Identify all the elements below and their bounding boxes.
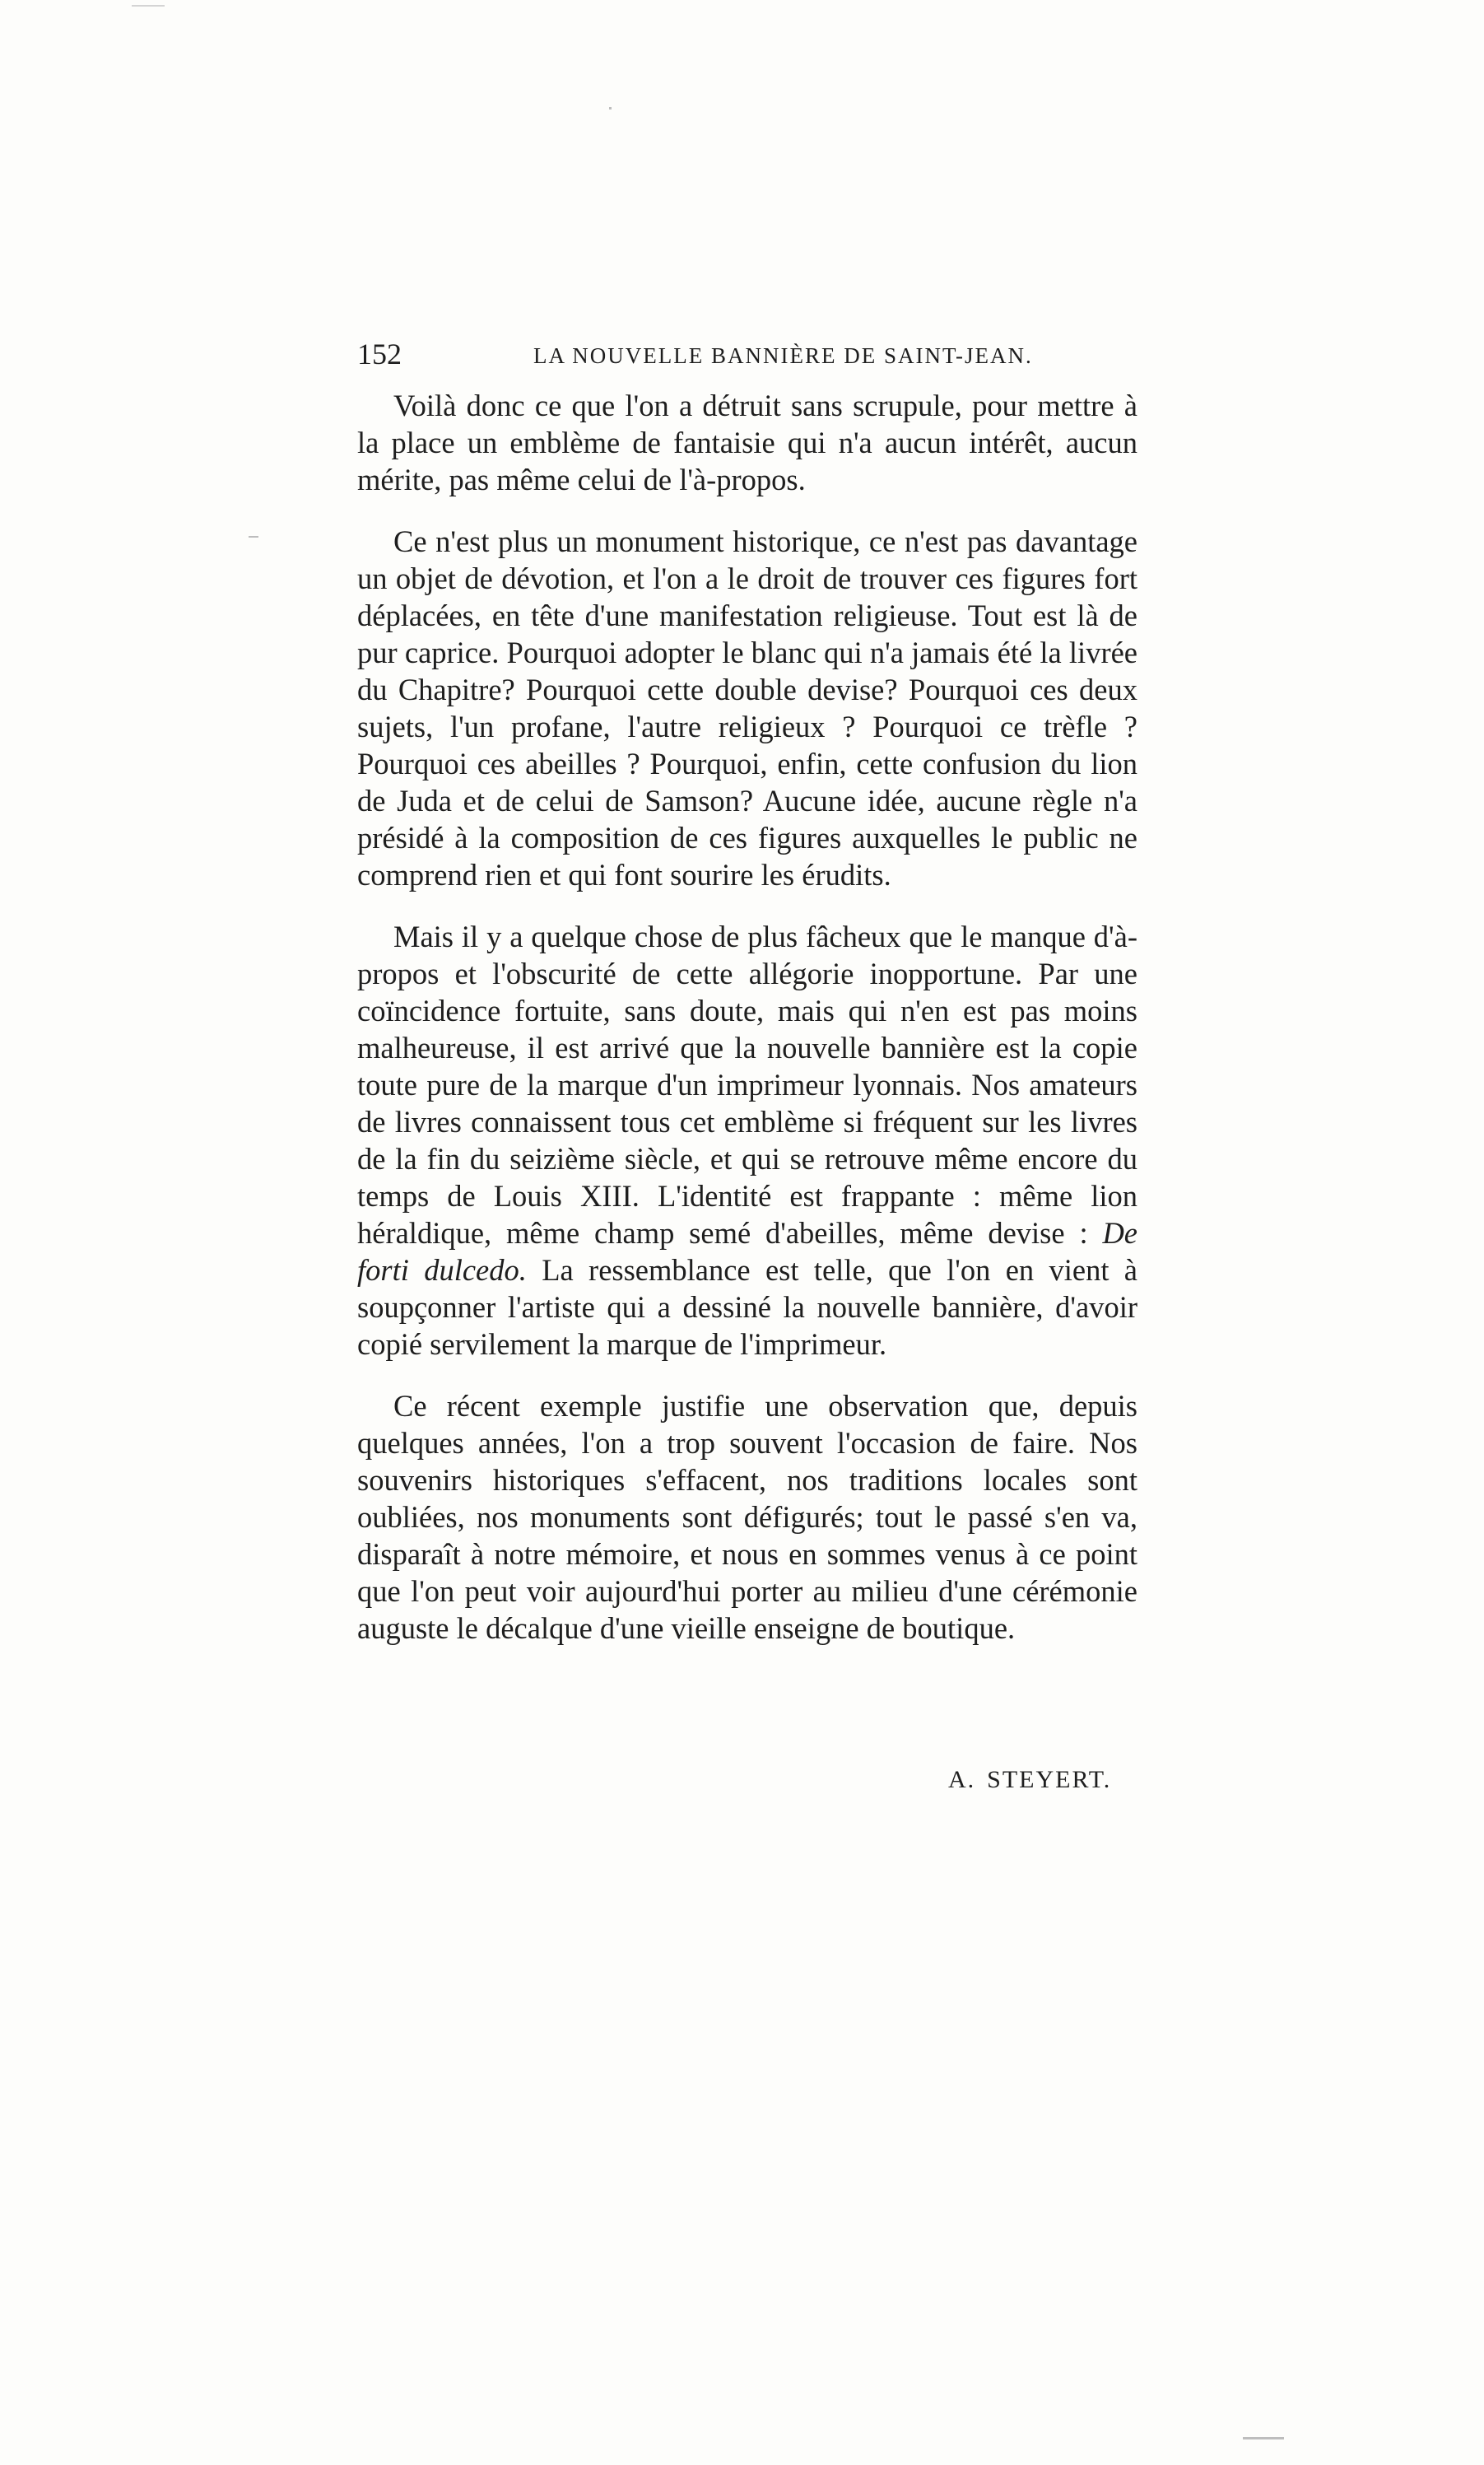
author-signature xyxy=(948,1764,1111,1796)
paragraph: Ce n'est plus un monument historique, ce n'est pas davantage un objet de dévotion, et l'on a le droit de trouver ces figures fort déplacées, en tête d'une manifestation religieuse. Tout est là de pur caprice. Pourquoi adopter le blanc qui n'a jamais été la livrée du Chapitre? Pourquoi cette double devise? Pourquoi ces deux sujets, l'un profane, l'autre religieux ? Pourquoi ce trèfle ? Pourquoi ces abeilles ? Pourquoi, enfin, cette confusion du lion de Juda et de celui de Samson? Aucune idée, aucune règle n'a présidé à la composition de ces figures auxquelles le public ne comprend rien et qui font sourire les érudits. xyxy=(357,524,1137,892)
latin-motto: De forti dulcedo. xyxy=(357,1216,1137,1287)
page-header xyxy=(357,338,1137,370)
paragraph: Voilà donc ce que l'on a détruit sans scrupule, pour mettre à la place un emblème de fantaisie qui n'a aucun intérêt, aucun mérite, pas même celui de l'à-propos. xyxy=(357,389,1137,496)
scan-artifact xyxy=(1243,2437,1284,2439)
scan-artifact xyxy=(609,107,612,110)
running-title: LA NOUVELLE BANNIÈRE DE SAINT-JEAN. xyxy=(533,343,1033,368)
page-number: 152 xyxy=(357,338,402,370)
article-body xyxy=(357,387,1137,1647)
scan-artifact xyxy=(132,5,165,7)
paragraph-text: Mais il y a quelque chose de plus fâcheux que le manque d'à-propos et l'obscurité de cette allégorie inopportune. Par une coïncidence fortuite, sans doute, mais qui n'en est pas moins malheureuse, il est arrivé que la nouvelle bannière est la copie toute pure de la marque d'un imprimeur lyonnais. Nos amateurs de livres connaissent tous cet emblème si fréquent sur les livres de la fin du seizième siècle, et qui se retrouve même encore du temps de Louis XIII. L'identité est frappante : même lion héraldique, même champ semé d'abeilles, même devise : xyxy=(357,920,1137,1250)
author-initial: A. xyxy=(948,1766,976,1793)
paragraph xyxy=(357,918,1137,1363)
paragraph: Ce récent exemple justifie une observation que, depuis quelques années, l'on a trop souvent l'occasion de faire. Nos souvenirs historiques s'effacent, nos traditions locales sont oubliées, nos monuments sont défigurés; tout le passé s'en va, disparaît à notre mémoire, et nous en sommes venus à ce point que l'on peut voir aujourd'hui porter au milieu d'une cérémonie auguste le décalque d'une vieille enseigne de boutique. xyxy=(357,1389,1137,1645)
paragraph-text: La ressemblance est telle, que l'on en vient à soupçonner l'artiste qui a dessiné la nouvelle bannière, d'avoir copié servilement la marque de l'imprimeur. xyxy=(357,1253,1137,1361)
margin-mark xyxy=(249,536,258,538)
author-name: STEYERT. xyxy=(987,1766,1112,1793)
